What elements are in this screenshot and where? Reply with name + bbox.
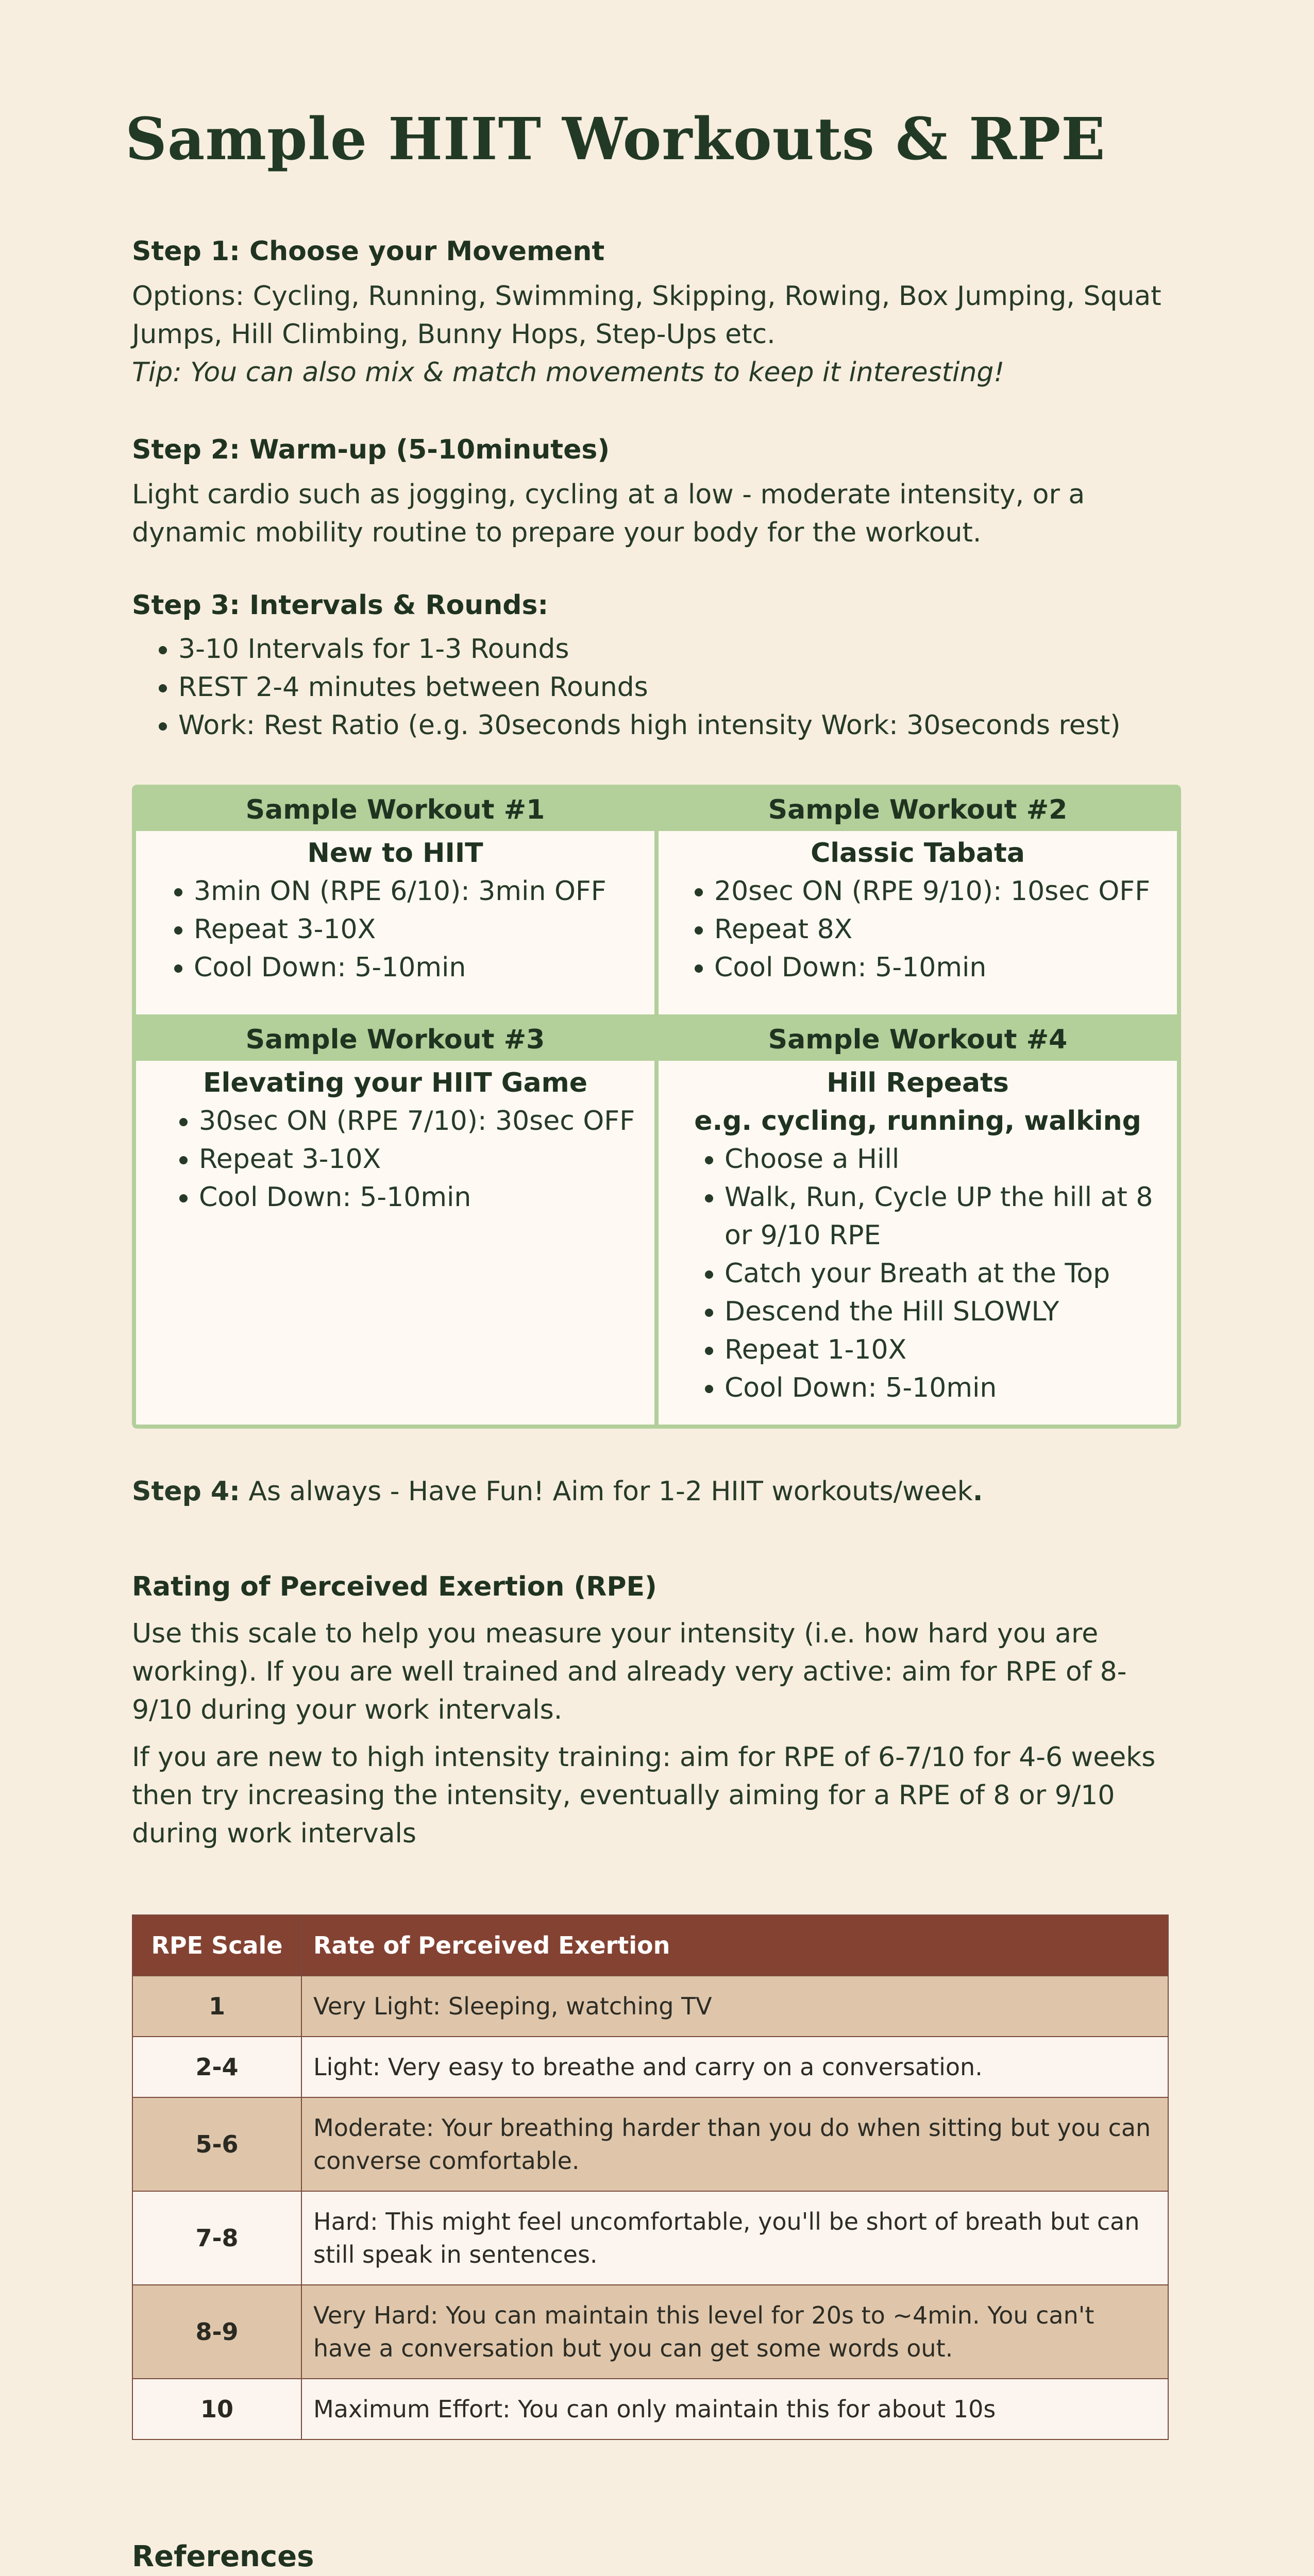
step2-text: Light cardio such as jogging, cycling at a low - moderate intensity, or a dynamic mobility routine to prepare your body for the workout. bbox=[132, 479, 1085, 548]
list-item: • 3min ON (RPE 6/10): 3min OFF bbox=[194, 872, 654, 910]
rpe-scale-cell: 7-8 bbox=[132, 2191, 301, 2285]
step3-section bbox=[132, 590, 1188, 744]
list-item: • Cool Down: 5-10min bbox=[194, 948, 654, 987]
list-item: • 30sec ON (RPE 7/10): 30sec OFF bbox=[199, 1102, 654, 1140]
list-item: • Catch your Breath at the Top bbox=[725, 1255, 1156, 1293]
grid-row-divider bbox=[136, 1014, 1177, 1019]
column-header-exertion: Rate of Perceived Exertion bbox=[301, 1915, 1168, 1976]
step4-text: As always - Have Fun! Aim for 1-2 HIIT workouts/week bbox=[240, 1476, 973, 1507]
list-item: • Cool Down: 5-10min bbox=[714, 948, 1177, 987]
workout-3-list bbox=[136, 1102, 654, 1216]
list-item: • Repeat 1-10X bbox=[725, 1331, 1156, 1369]
workout-4-subtitle-2: e.g. cycling, running, walking bbox=[694, 1106, 1141, 1137]
step1-options: Options: Cycling, Running, Swimming, Skipping, Rowing, Box Jumping, Squat Jumps, Hill Climbing, Bunny Hops, Step-Ups etc. bbox=[132, 281, 1161, 350]
rpe-table bbox=[132, 1914, 1169, 2440]
rpe-section bbox=[132, 1571, 1178, 1853]
rpe-heading: Rating of Perceived Exertion (RPE) bbox=[132, 1571, 657, 1602]
list-item: • Cool Down: 5-10min bbox=[725, 1369, 1156, 1407]
rpe-scale-cell: 1 bbox=[132, 1976, 301, 2037]
list-item: • Work: Rest Ratio (e.g. 30seconds high intensity Work: 30seconds rest) bbox=[178, 706, 1188, 744]
rpe-scale-cell: 5-6 bbox=[132, 2097, 301, 2191]
list-item: • Choose a Hill bbox=[725, 1140, 1156, 1178]
step2-section bbox=[132, 434, 1173, 552]
workout-3-subtitle: Elevating your HIIT Game bbox=[203, 1067, 588, 1098]
table-row bbox=[132, 2379, 1168, 2439]
page-title: Sample HIIT Workouts & RPE bbox=[125, 106, 1106, 173]
step1-tip: Tip: You can also mix & match movements to keep it interesting! bbox=[132, 357, 1005, 388]
step4-period: . bbox=[972, 1476, 983, 1507]
table-row bbox=[132, 1976, 1168, 2037]
step4-label: Step 4: bbox=[132, 1476, 240, 1507]
step1-section bbox=[132, 236, 1173, 392]
step3-heading: Step 3: Intervals & Rounds: bbox=[132, 590, 549, 621]
rpe-paragraph-2: If you are new to high intensity training: aim for RPE of 6-7/10 for 4-6 weeks then try increasing the intensity, eventually aiming for a RPE of 8 or 9/10 during work intervals bbox=[132, 1742, 1156, 1849]
workout-1-card bbox=[136, 789, 654, 987]
workout-1-header: Sample Workout #1 bbox=[136, 789, 654, 831]
table-row bbox=[132, 2285, 1168, 2379]
workout-4-subtitle: Hill Repeats bbox=[827, 1067, 1009, 1098]
column-header-rpe-scale: RPE Scale bbox=[132, 1915, 301, 1976]
workout-grid bbox=[132, 785, 1181, 1429]
references-heading: References bbox=[132, 2540, 314, 2573]
rpe-desc-cell: Very Hard: You can maintain this level for 20s to ~4min. You can't have a conversation but you can get some words out. bbox=[301, 2285, 1168, 2379]
workout-2-header: Sample Workout #2 bbox=[659, 789, 1177, 831]
step1-heading: Step 1: Choose your Movement bbox=[132, 236, 605, 267]
rpe-desc-cell: Light: Very easy to breathe and carry on a conversation. bbox=[301, 2037, 1168, 2097]
rpe-desc-cell: Very Light: Sleeping, watching TV bbox=[301, 1976, 1168, 2037]
list-item: • Repeat 8X bbox=[714, 910, 1177, 948]
workout-2-list bbox=[659, 872, 1177, 987]
workout-1-subtitle: New to HIIT bbox=[307, 838, 483, 869]
rpe-desc-cell: Maximum Effort: You can only maintain this for about 10s bbox=[301, 2379, 1168, 2439]
rpe-scale-cell: 8-9 bbox=[132, 2285, 301, 2379]
table-header-row bbox=[132, 1915, 1168, 1976]
rpe-scale-cell: 10 bbox=[132, 2379, 301, 2439]
table-row bbox=[132, 2037, 1168, 2097]
workout-2-subtitle: Classic Tabata bbox=[811, 838, 1025, 869]
workout-1-list bbox=[136, 872, 654, 987]
workout-4-card bbox=[659, 1019, 1177, 1407]
workout-2-card bbox=[659, 789, 1177, 987]
list-item: • Descend the Hill SLOWLY bbox=[725, 1293, 1156, 1331]
table-row bbox=[132, 2191, 1168, 2285]
workout-4-list bbox=[659, 1140, 1177, 1407]
workout-4-header: Sample Workout #4 bbox=[659, 1019, 1177, 1061]
grid-divider bbox=[654, 789, 659, 1425]
list-item: • 3-10 Intervals for 1-3 Rounds bbox=[178, 630, 1188, 668]
step2-heading: Step 2: Warm-up (5-10minutes) bbox=[132, 434, 610, 465]
step3-list bbox=[132, 630, 1188, 744]
rpe-desc-cell: Hard: This might feel uncomfortable, you'll be short of breath but can still speak in sentences. bbox=[301, 2191, 1168, 2285]
list-item: • 20sec ON (RPE 9/10): 10sec OFF bbox=[714, 872, 1177, 910]
workout-3-card bbox=[136, 1019, 654, 1216]
list-item: • Walk, Run, Cycle UP the hill at 8 or 9/10 RPE bbox=[725, 1178, 1156, 1255]
rpe-scale-cell: 2-4 bbox=[132, 2037, 301, 2097]
list-item: • Cool Down: 5-10min bbox=[199, 1178, 654, 1216]
list-item: • REST 2-4 minutes between Rounds bbox=[178, 668, 1188, 706]
workout-3-header: Sample Workout #3 bbox=[136, 1019, 654, 1061]
table-row bbox=[132, 2097, 1168, 2191]
references-section bbox=[132, 2540, 1178, 2576]
list-item: • Repeat 3-10X bbox=[199, 1140, 654, 1178]
list-item: • Repeat 3-10X bbox=[194, 910, 654, 948]
step4-line bbox=[132, 1472, 1173, 1511]
rpe-paragraph-1: Use this scale to help you measure your intensity (i.e. how hard you are working). If you are well trained and already very active: aim for RPE of 8-9/10 during your work intervals. bbox=[132, 1618, 1127, 1725]
rpe-desc-cell: Moderate: Your breathing harder than you do when sitting but you can converse comfortable. bbox=[301, 2097, 1168, 2191]
